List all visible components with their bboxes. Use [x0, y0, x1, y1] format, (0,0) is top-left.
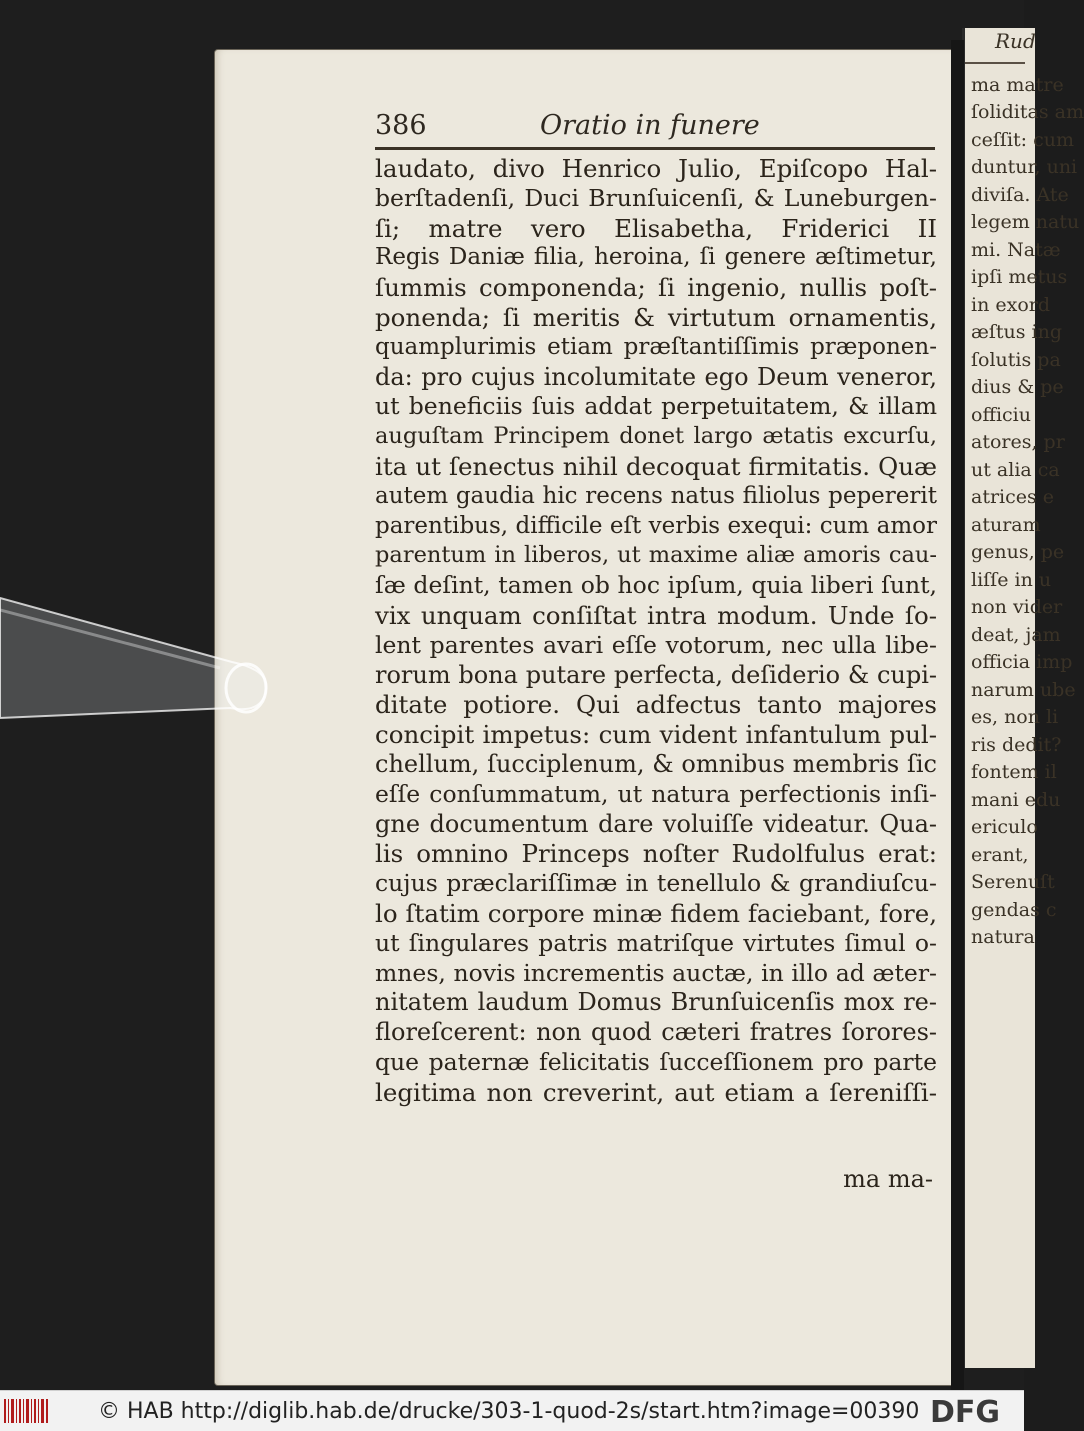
text-line: berſtadenſi, Duci Brunſuicenſi, & Luneburgen- [375, 183, 937, 212]
text-line: nitatem laudum Domus Brunſuicenſis mox re- [375, 988, 937, 1017]
next-page-line: ris dedit? [971, 733, 1062, 756]
book-page [215, 50, 963, 1385]
catchword: ma ma- [843, 1165, 933, 1193]
next-page-line: in exord [971, 293, 1050, 316]
text-line: legitima non creverint, aut etiam a ſereniſſi- [375, 1077, 937, 1107]
text-line: ponenda; ſi meritis & virtutum ornamentis, [375, 302, 937, 332]
text-line: ita ut ſenectus nihil decoquat firmitatis. Quæ [375, 451, 937, 481]
text-line: autem gaudia hic recens natus filiolus pepererit [375, 482, 937, 509]
next-page-line: ceſſit: cum [971, 128, 1074, 151]
text-line: concipit impetus: cum vident infantulum pul- [375, 720, 937, 750]
next-page-line: genus, pe [971, 541, 1065, 563]
text-line: cujus præclariſſimæ in tenellulo & grandiuſcu- [375, 869, 937, 898]
dfg-logo-text: DFG [930, 1395, 1001, 1430]
text-line: eſſe conſummatum, ut natura perfectionis inſi- [375, 779, 937, 808]
running-head [375, 110, 935, 150]
next-page-line: ſoliditas am [971, 101, 1084, 123]
next-page-line: Serenuſt [971, 871, 1055, 893]
text-line: lo ſtatim corpore minæ fidem faciebant, fore, [375, 898, 937, 928]
source-url[interactable]: © HAB http://diglib.hab.de/drucke/303-1-quod-2s/start.htm?image=00390 [98, 1398, 920, 1424]
next-page-line: gendas c [971, 898, 1057, 921]
text-line: lent parentes avari eſſe votorum, nec ulla libe- [375, 630, 937, 659]
barcode-icon [2, 1397, 50, 1425]
next-page-text [965, 72, 1084, 952]
next-page-line: fontem il [971, 761, 1057, 783]
next-page-line: atrices e [971, 486, 1055, 508]
next-page-line: liſſe in u [971, 568, 1052, 591]
text-line: mnes, novis incrementis auctæ, in illo ad æter- [375, 958, 937, 987]
next-page-line: legem natu [971, 211, 1080, 233]
next-page-line: atores, pr [971, 431, 1065, 453]
next-page-line: mani edu [971, 788, 1061, 811]
next-page-line: ericulo [971, 816, 1038, 838]
text-line: laudato, divo Henrico Julio, Epiſcopo Hal- [375, 154, 937, 183]
text-line: parentum in liberos, ut maxime aliæ amoris cau- [375, 542, 937, 569]
next-page-line: dius & pe [971, 376, 1064, 398]
next-page-line: deat, jam [971, 623, 1061, 646]
next-page-line: aturam [971, 513, 1041, 536]
text-line: floreſcerent: non quod cæteri fratres ſorores- [375, 1018, 937, 1047]
text-line: ut beneficiis ſuis addat perpetuitatem, & illam [375, 392, 937, 421]
next-page-line: narum ube [971, 678, 1076, 701]
next-page-line: mi. Natæ [971, 238, 1061, 261]
text-line: rorum bona putare perfecta, deſiderio & cupi- [375, 660, 937, 689]
footer-bar [0, 1390, 1024, 1431]
text-line: da: pro cujus incolumitate ego Deum veneror, [375, 362, 937, 391]
running-head-title: Oratio in funere [540, 110, 760, 141]
next-page-line: ma matre [971, 73, 1064, 96]
text-line: auguſtam Principem donet largo ætatis excurſu, [375, 423, 937, 450]
page-number: 386 [375, 110, 427, 141]
text-line: chellum, ſucciplenum, & omnibus membris ſic [375, 749, 937, 778]
text-line: ſæ deſint, tamen ob hoc ipſum, quia liberi ſunt, [375, 571, 937, 600]
next-page-line: ut alia ca [971, 458, 1060, 481]
dfg-logo-icon [928, 1395, 1020, 1430]
next-page-running-head: Rud [995, 29, 1036, 53]
next-page-line: ipſi metus [971, 266, 1068, 288]
body-text [375, 154, 937, 1108]
next-page-line: æſtus ing [971, 321, 1063, 343]
next-page-line: ſolutis pa [971, 348, 1061, 371]
text-line: lis omnino Princeps noſter Rudolfulus erat: [375, 839, 937, 869]
next-page-line: erant, [971, 843, 1029, 866]
next-page-line: natura [971, 926, 1035, 948]
next-page-rule [965, 62, 1025, 64]
next-page-line: diviſa. Ate [971, 183, 1069, 206]
text-line: Regis Daniæ filia, heroina, ſi genere æſtimetur, [375, 244, 937, 271]
text-line: gne documentum dare voluiſſe videatur. Qua- [375, 809, 937, 838]
gutter-shadow [951, 40, 964, 1390]
text-line: ditate potiore. Qui adfectus tanto majores [375, 690, 937, 720]
next-page-line: non vider [971, 596, 1063, 618]
text-line: parentibus, difficile eſt verbis exequi: cum amor [375, 512, 937, 539]
text-line: que paternæ felicitatis ſucceſſionem pro parte [375, 1047, 937, 1076]
next-page-line: es, non li [971, 706, 1059, 728]
text-line: ſi; matre vero Elisabetha, Friderici II [375, 213, 937, 243]
next-page-line: officia imp [971, 651, 1073, 673]
next-page-fragment [962, 28, 1084, 1368]
text-line: quamplurimis etiam præſtantiſſimis præponen- [375, 333, 937, 360]
head-rule [375, 147, 935, 150]
next-page-line: duntur, uni [971, 156, 1078, 178]
text-line: vix unquam conſiſtat intra modum. Unde ſo- [375, 600, 937, 630]
next-page-line: officiu [971, 403, 1031, 426]
text-line: ſummis componenda; ſi ingenio, nullis poſt- [375, 273, 937, 303]
text-line: ut ſingulares patris matriſque virtutes ſimul o- [375, 928, 937, 957]
